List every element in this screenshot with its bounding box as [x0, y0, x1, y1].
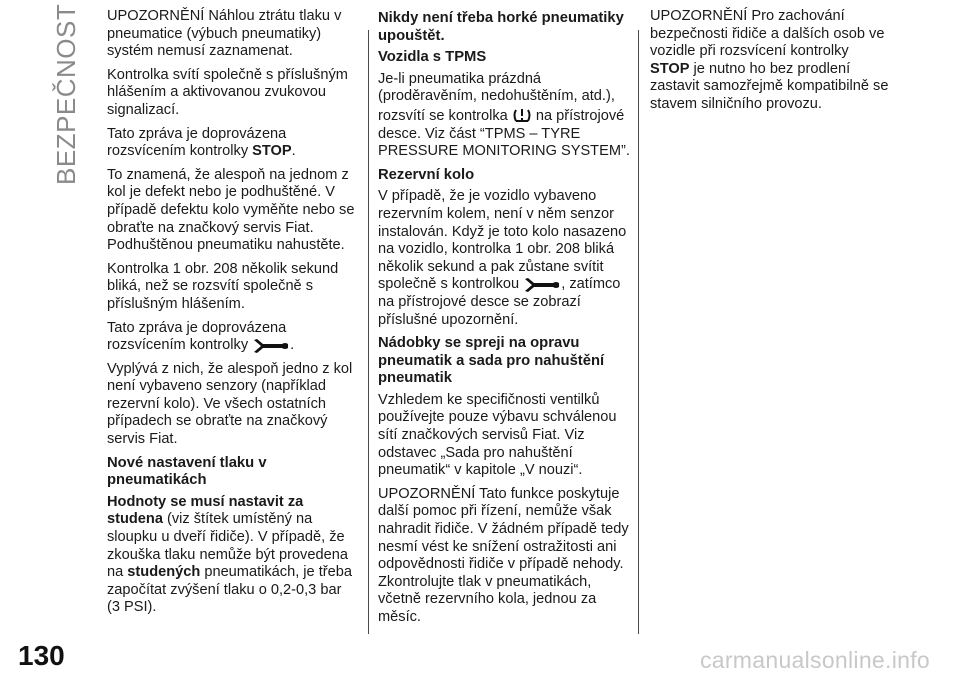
- paragraph: To znamená, že alespoň na jednom z kol je defekt nebo je podhuštěné. V případě defektu kolo vyměňte nebo se obraťte na značkový servis Fiat. Podhuštěnou pneumatiku nahustěte.: [107, 166, 355, 254]
- paragraph: UPOZORNĚNÍ Pro zachování bezpečnosti řidiče a dalších osob ve vozidle při rozsvícení kontrolky STOP je nutno ho bez prodlení zastavit samozřejmě kompatibilně se stavem silničního provozu.: [650, 8, 889, 112]
- section-heading: Rezervní kolo: [378, 166, 475, 183]
- wrench-icon: [252, 338, 290, 354]
- column-right: [650, 8, 890, 120]
- paragraph: V případě, že je vozidlo vybaveno rezervním kolem, není v něm senzor instalován. Když je toto kolo nasazeno na vozidlo, kontrolka 1 obr. 208 bliká několik sekund a pak zůstane svítit společně s kontrolkou , zatímco na přístrojové desce se zobrazí příslušné upozornění.: [378, 188, 627, 328]
- column-divider: [368, 30, 369, 634]
- paragraph: Kontrolka 1 obr. 208 několik sekund bliká, než se rozsvítí společně s příslušným hlášením.: [107, 260, 339, 312]
- section-side-label: BEZPEČNOST: [51, 3, 81, 185]
- paragraph: Tato zpráva je doprovázena rozsvícením kontrolky .: [107, 319, 295, 354]
- page-number: 130: [18, 640, 65, 671]
- tire-pressure-warning-icon: [512, 106, 532, 125]
- wrench-icon: [523, 277, 561, 293]
- paragraph: Vzhledem ke specifičnosti ventilků používejte pouze výbavu schválenou sítí značkových servisů Fiat. Viz odstavec „Sada pro nahuštění pneumatik“ v kapitole „V nouzi“.: [378, 391, 617, 479]
- section-heading: Nikdy není třeba horké pneumatiky upouštět.: [378, 10, 624, 44]
- paragraph: Kontrolka svítí společně s příslušným hlášením a aktivovanou zvukovou signalizací.: [107, 66, 348, 118]
- column-divider: [638, 30, 639, 634]
- section-heading: Nové nastavení tlaku v pneumatikách: [107, 454, 267, 489]
- section-heading: Nádobky se spreji na opravu pneumatik a sada pro nahuštění pneumatik: [378, 335, 605, 387]
- section-heading: Vozidla s TPMS: [378, 49, 487, 66]
- paragraph: UPOZORNĚNÍ Tato funkce poskytuje další pomoc při řízení, nemůže však nahradit řidiče. V žádném případě tedy nesmí vést ke snížení ostražitosti ani odpovědnosti řidiče v případě nehody. Zkontrolujte tlak v pneumatikách, včetně rezervního kola, jednou za měsíc.: [378, 485, 629, 625]
- column-left: [107, 8, 357, 623]
- column-middle: [378, 8, 630, 633]
- paragraph: Tato zpráva je doprovázena rozsvícením kontrolky STOP.: [107, 125, 296, 160]
- paragraph: UPOZORNĚNÍ Náhlou ztrátu tlaku v pneumatice (výbuch pneumatiky) systém nemusí zaznamenat.: [107, 8, 342, 60]
- paragraph: Je-li pneumatika prázdná (proděravěním, nedohuštěním, atd.), rozsvítí se kontrolka na přístrojové desce. Viz část “TPMS – TYRE PRESSURE MONITORING SYSTEM”.: [378, 70, 630, 160]
- paragraph: Vyplývá z nich, že alespoň jedno z kol není vybaveno senzory (například rezervní kolo). Ve všech ostatních případech se obraťte na značkový servis Fiat.: [107, 360, 353, 448]
- watermark: carmanualsonline.info: [699, 647, 930, 673]
- paragraph: Hodnoty se musí nastavit za studena (viz štítek umístěný na sloupku u dveří řidiče). V případě, že zkouška tlaku nemůže být provedena na studených pneumatikách, je třeba započítat zvýšení tlaku o 0,2-0,3 bar (3 PSI).: [107, 493, 352, 616]
